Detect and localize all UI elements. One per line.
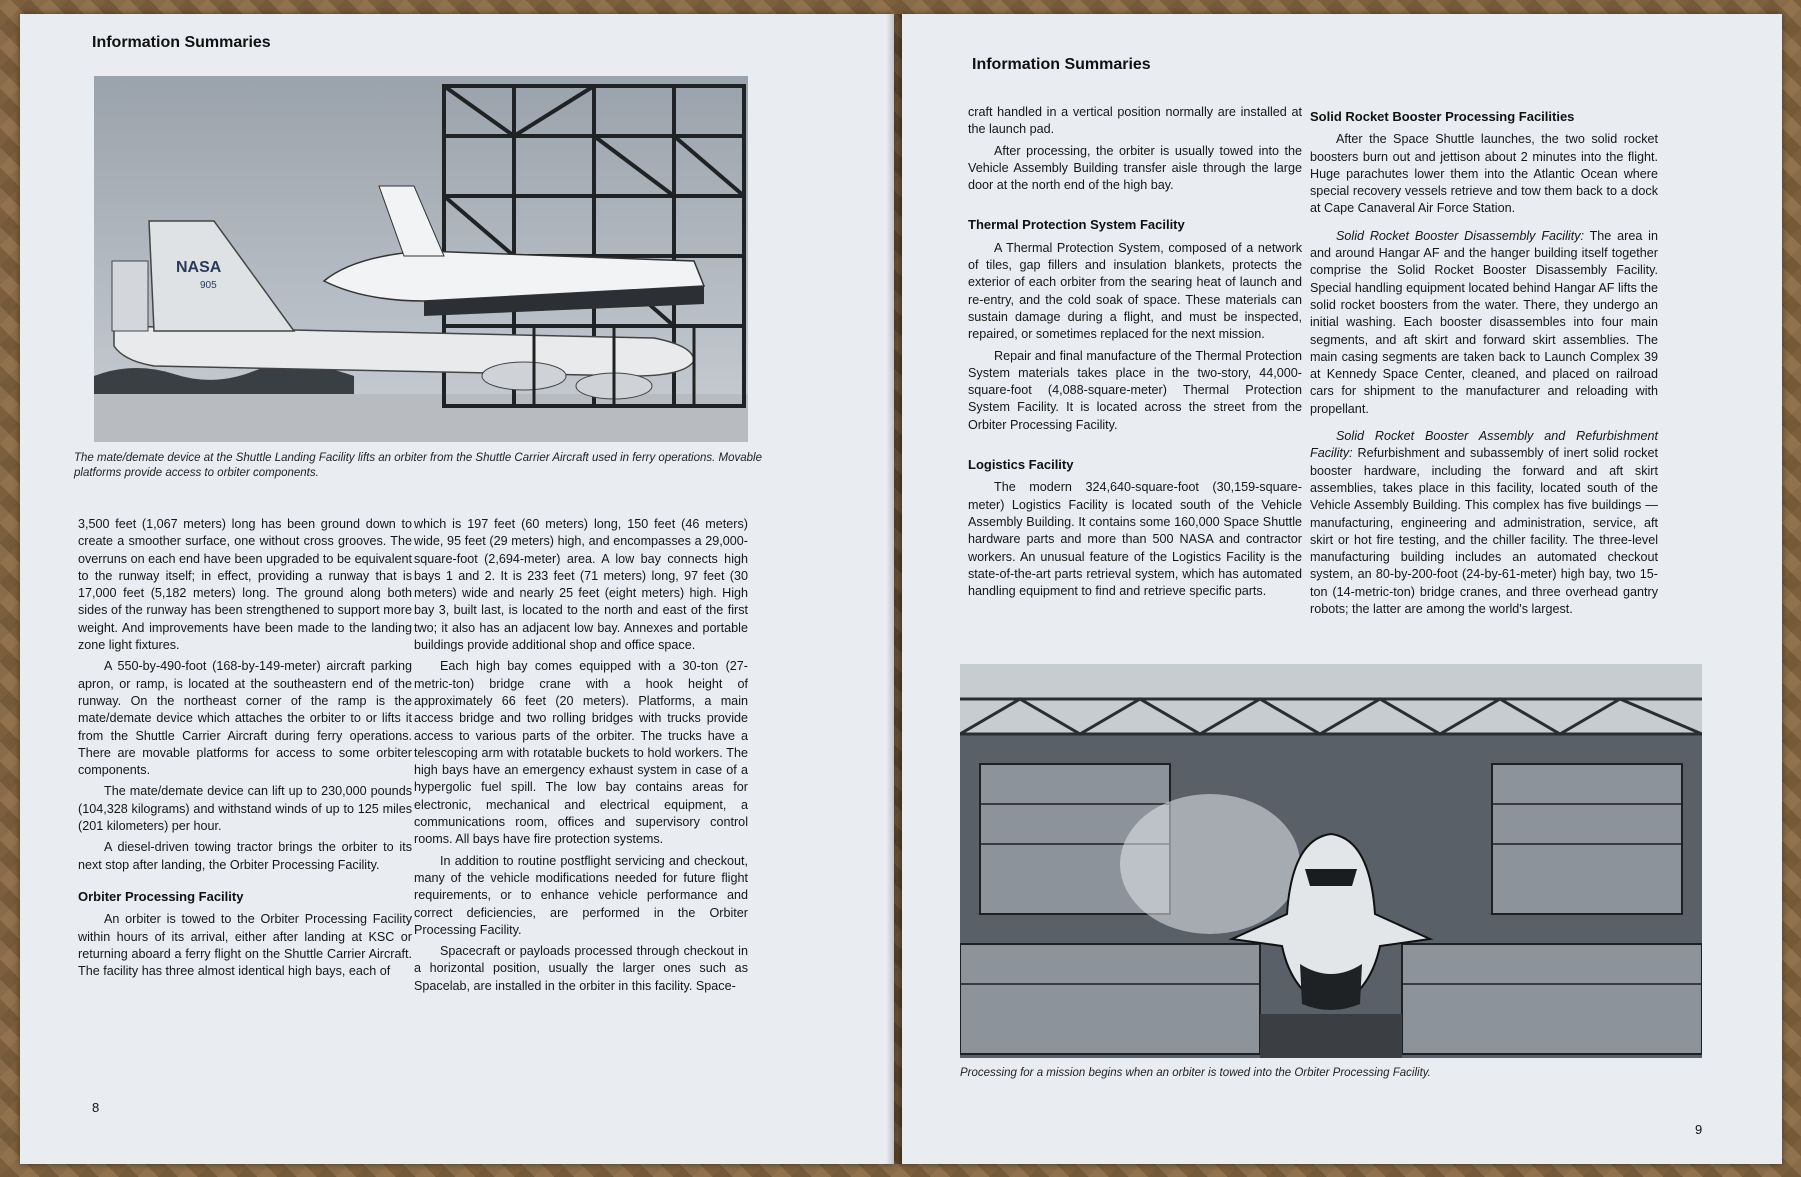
paragraph: craft handled in a vertical position normally are installed at the launch pad. [968,105,1302,137]
page-header: Information Summaries [972,56,1151,73]
section-heading: Thermal Protection System Facility [968,217,1185,233]
paragraph: which is 197 feet (60 meters) long, 150 feet (46 meters) wide, 95 feet (29 meters) high, and encompasses a 29,000-square-foot (2,694-meter) area. A low bay connects high bays 1 and 2. It is 233 feet (71 meters) long, 97 feet (30 meters) wide and nearly 25 feet (eight meters) high. High bay 3, built last, is located to the north and east of the first two; it also has an adjacent low bay. Annexes and portable buildings provide additional shop and office space. [414,517,748,653]
section-heading: Solid Rocket Booster Processing Facilities [1310,109,1575,124]
section-heading: Orbiter Processing Facility [78,888,244,904]
right-page-column-2 [1310,108,1658,622]
paragraph-body: The area in and around Hangar AF and the hanger building itself together comprise the Solid Rocket Booster Disassembly Facility. Special handling equipment located behind Hangar AF lifts the solid rocket boosters from the water. There, they undergo an initial washing. Each booster disassembles into four main segments, and aft skirt and forward skirt assemblies. The main casing segments are taken back to Launch Complex 39 at Kennedy Space Center, cleaned, and placed on railroad cars for shipment to the manufacturer and reloading with propellant. [1310,228,1658,416]
paragraph: A Thermal Protection System, composed of a network of tiles, gap fillers and insulation blankets, protects the exterior of each orbiter from the searing heat of launch and re-entry, and the cold soak of space. These materials can sustain damage during a flight, and must be inspected, repaired, or sometimes replaced for the next mission. [968,240,1302,342]
page-number: 9 [1695,1122,1703,1137]
photo-caption: Processing for a mission begins when an orbiter is towed into the Orbiter Processing Facility. [960,1067,1431,1079]
right-page [902,14,1782,1164]
paragraph [1310,228,1658,418]
left-page-column-1 [78,516,412,984]
photo-caption: The mate/demate device at the Shuttle Landing Facility lifts an orbiter from the Shuttle Carrier Aircraft used in ferry operations. Movable platforms provide access to orbiter components. [74,452,762,479]
orbiter-processing-illustration [960,664,1702,1058]
paragraph-lead: Solid Rocket Booster Assembly and Refurbishment Facility: [1310,429,1658,461]
paragraph: A 550-by-490-foot (168-by-149-meter) aircraft parking apron, or ramp, is located at the southeastern end of the runway. On the northeast corner of the ramp is the mate/demate device which attaches the orbiter to or lifts it from the Shuttle Carrier Aircraft during ferry operations. There are movable platforms for access to some orbiter components. [78,659,412,778]
page-header: Information Summaries [92,34,271,51]
paragraph: Repair and final manufacture of the Thermal Protection System materials takes place in the two-story, 44,000-square-foot (4,088-square-meter) Thermal Protection System Facility. It is located across the street from the Orbiter Processing Facility. [968,348,1302,432]
paragraph: An orbiter is towed to the Orbiter Processing Facility within hours of its arrival, either after landing at KSC or returning aboard a ferry flight on the Shuttle Carrier Aircraft. The facility has three almost identical high bays, each of [78,912,412,979]
paragraph: Spacecraft or payloads processed through checkout in a horizontal position, usually the larger ones such as Spacelab, are installed in the orbiter in this facility. Space- [414,944,748,993]
paragraph-body: Refurbishment and subassembly of inert solid rocket booster hardware, including the forward and aft skirt assemblies, takes place in this facility, located south of the Vehicle Assembly Building. This complex has five buildings — manufacturing, engineering and administration, service, aft skirt or hot fire testing, and the chiller facility. The three-level manufacturing building includes an automated checkout system, an 80-by-200-foot (24-by-61-meter) high bay, two 15-ton (14-metric-ton) bridge cranes, and three overhead gantry robots; the latter are among the world's largest. [1310,446,1658,617]
left-page-column-2 [414,516,748,999]
paragraph: After processing, the orbiter is usually towed into the Vehicle Assembly Building transfer aisle through the large door at the north end of the high bay. [968,143,1302,193]
paragraph [1310,428,1658,618]
paragraph: The modern 324,640-square-foot (30,159-square-meter) Logistics Facility is located south of the Vehicle Assembly Building. It contains some 160,000 Space Shuttle hardware parts and more than 500 NASA and contractor workers. An unusual feature of the Logistics Facility is the state-of-the-art parts retrieval system, which has automated handling equipment to find and retrieve specific parts. [968,480,1302,599]
orbiter-processing-photo [960,664,1702,1058]
left-page [20,14,894,1164]
paragraph: After the Space Shuttle launches, the two solid rocket boosters burn out and jettison about 2 minutes into the flight. Huge parachutes lower them into the Atlantic Ocean where special recovery vessels retrieve and tow them back to a dock at Cape Canaveral Air Force Station. [1310,132,1658,216]
page-number: 8 [92,1100,100,1115]
mate-demate-photo [94,76,748,442]
right-page-column-1 [968,104,1302,604]
mate-demate-illustration [94,76,748,442]
paragraph-lead: Solid Rocket Booster Disassembly Facility: [1336,228,1584,243]
section-heading: Logistics Facility [968,457,1074,473]
paragraph: A diesel-driven towing tractor brings the orbiter to its next stop after landing, the Orbiter Processing Facility. [78,840,412,872]
paragraph: The mate/demate device can lift up to 230,000 pounds (104,328 kilograms) and withstand winds of up to 125 miles (201 kilometers) per hour. [78,784,412,834]
paragraph: Each high bay comes equipped with a 30-ton (27-metric-ton) bridge crane with a hook height of approximately 66 feet (20 meters). Platforms, a main access bridge and two rolling bridges with trucks provide access to various parts of the orbiter. The trucks have a telescoping arm with rotatable buckets to hold workers. The high bays have an emergency exhaust system in case of a hypergolic fuel spill. The low bay contains areas for electronic, mechanical and electrical equipment, a communications room, offices and supervisory control rooms. All bays have fire protection systems. [414,659,748,847]
tail-number: 905 [200,280,217,291]
paragraph: In addition to routine postflight servicing and checkout, many of the vehicle modifications needed for future flight requirements, or to enhance vehicle performance and correct deficiencies, are performed in the Orbiter Processing Facility. [414,853,748,937]
nasa-logo: NASA [176,259,222,276]
paragraph: 3,500 feet (1,067 meters) long has been ground down to create a smoother surface, one without cross grooves. The overruns on each end have been upgraded to be equivalent to the runway itself; in effect, providing a runway that is 17,000 feet (5,182 meters) long. The ground along both sides of the runway has been strengthened to support more weight. And improvements have been made to the landing zone light fixtures. [78,517,412,653]
